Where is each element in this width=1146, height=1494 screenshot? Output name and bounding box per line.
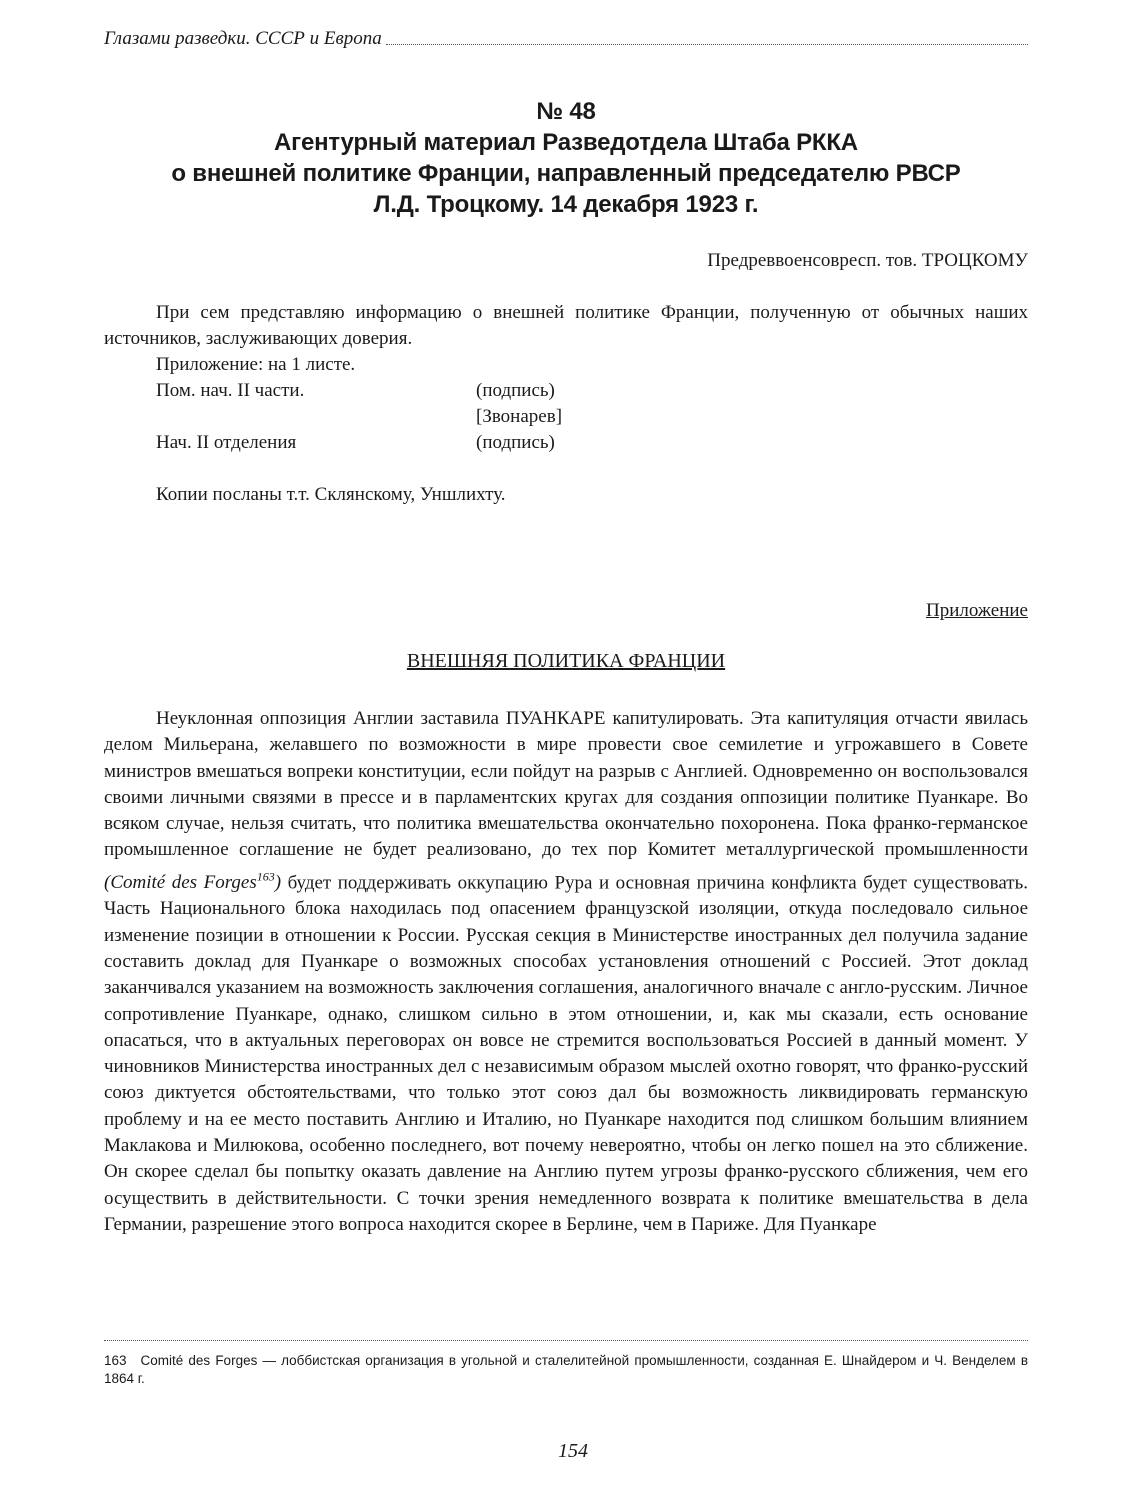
cover-letter-paragraph: При сем представляю информацию о внешней политике Франции, полученную от обычных наших источников, заслуживающих доверия.	[104, 302, 1028, 349]
attachment-label: Приложение	[926, 600, 1028, 621]
footnote-text: Comité des Forges — лоббистская организация в угольной и сталелитейной промышленности, созданная Е. Шнайдером и Ч. Венделем в 1864 г.	[104, 1353, 1028, 1386]
page-number: 154	[558, 1440, 588, 1462]
cover-letter	[104, 300, 1028, 508]
attachment-body	[104, 706, 1028, 1238]
footnote-divider	[104, 1340, 1028, 1341]
document-title-line-1: Агентурный материал Разведотдела Штаба РККА	[274, 129, 858, 156]
signature-2-mark: (подпись)	[476, 432, 555, 453]
signature-row-name	[156, 404, 1028, 430]
body-text-part-1: Неуклонная оппозиция Англии заставила ПУАНКАРЕ капитулировать. Эта капитуляция отчасти явилась делом Мильерана, желавшего по возможности в мире провести свое семилетие и угрожавшего в Совете министров вмешаться вопреки конституции, если пойдут на разрыв с Англией. Одновременно он воспользовался своими личными связями в прессе и в парламентских кругах для создания оппозиции политике Пуанкаре. Во всяком случае, нельзя считать, что политика вмешательства окончательно похоронена. Пока франко-германское промышленное соглашение не будет реализовано, до тех пор Комитет металлургической промышленности	[104, 708, 1028, 861]
italic-close: )	[274, 872, 282, 894]
copies-note: Копии посланы т.т. Склянскому, Уншлихту.	[156, 484, 506, 505]
running-head-rule	[386, 44, 1028, 45]
italic-term: (Comité des Forges	[104, 872, 257, 894]
signature-row-1	[156, 378, 1028, 404]
body-text-part-2: будет поддерживать оккупацию Рура и основная причина конфликта будет существовать. Часть Национального блока находилась под опасением французской изоляции, откуда последовало сильное изменение позиции в отношении к России. Русская секция в Министерстве иностранных дел получила задание составить доклад для Пуанкаре о возможных способах установления отношений с Россией. Этот доклад заканчивался указанием на возможность заключения соглашения, аналогичного вначале с англо-русским. Личное сопротивление Пуанкаре, однако, слишком сильно в этом отношении, и, как мы сказали, есть основание опасаться, что в актуальных переговорах он вовсе не стремится воспользоваться Россией в данный момент. У чиновников Министерства иностранных дел с независимым образом мыслей охотно говорят, что франко-русский союз диктуется обстоятельствами, что только этот союз дал бы возможность ликвидировать германскую проблему и на ее место поставить Англию и Италию, но Пуанкаре находится под слишком большим влиянием Маклакова и Милюкова, особенно последнего, вот почему невероятно, чтобы он легко пошел на это сближение. Он скорее сделал бы попытку оказать давление на Англию путем угрозы франко-русского сближения, чем его осуществить в действительности. С точки зрения немедленного возврата к политике вмешательства в дела Германии, разрешение этого вопроса находится скорее в Берлине, чем в Париже. Для Пуанкаре	[104, 872, 1028, 1235]
signature-2-role: Нач. II отделения	[156, 432, 297, 453]
running-head	[104, 28, 1028, 50]
body-paragraph	[104, 706, 1028, 1238]
document-title-line-3: Л.Д. Троцкому. 14 декабря 1923 г.	[373, 191, 759, 218]
signature-row-2	[156, 430, 1028, 456]
footnote-reference: 163	[256, 869, 275, 884]
attachment-note: Приложение: на 1 листе.	[156, 354, 356, 375]
footnote	[104, 1352, 1028, 1388]
addressee: Предреввоенсовресп. тов. ТРОЦКОМУ	[707, 250, 1028, 271]
footnote-number: 163	[104, 1353, 127, 1368]
document-title-line-2: о внешней политике Франции, направленный председателю РВСР	[171, 160, 961, 187]
signature-1-name: [Звонарев]	[476, 406, 563, 427]
comite-des-forges-term	[104, 869, 282, 894]
document-number: № 48	[536, 98, 596, 125]
signature-1-mark: (подпись)	[476, 380, 555, 401]
document-heading	[104, 96, 1028, 220]
running-head-title: Глазами разведки. СССР и Европа	[104, 28, 382, 49]
signature-1-role: Пом. нач. II части.	[156, 380, 305, 401]
attachment-title: ВНЕШНЯЯ ПОЛИТИКА ФРАНЦИИ	[406, 650, 726, 672]
